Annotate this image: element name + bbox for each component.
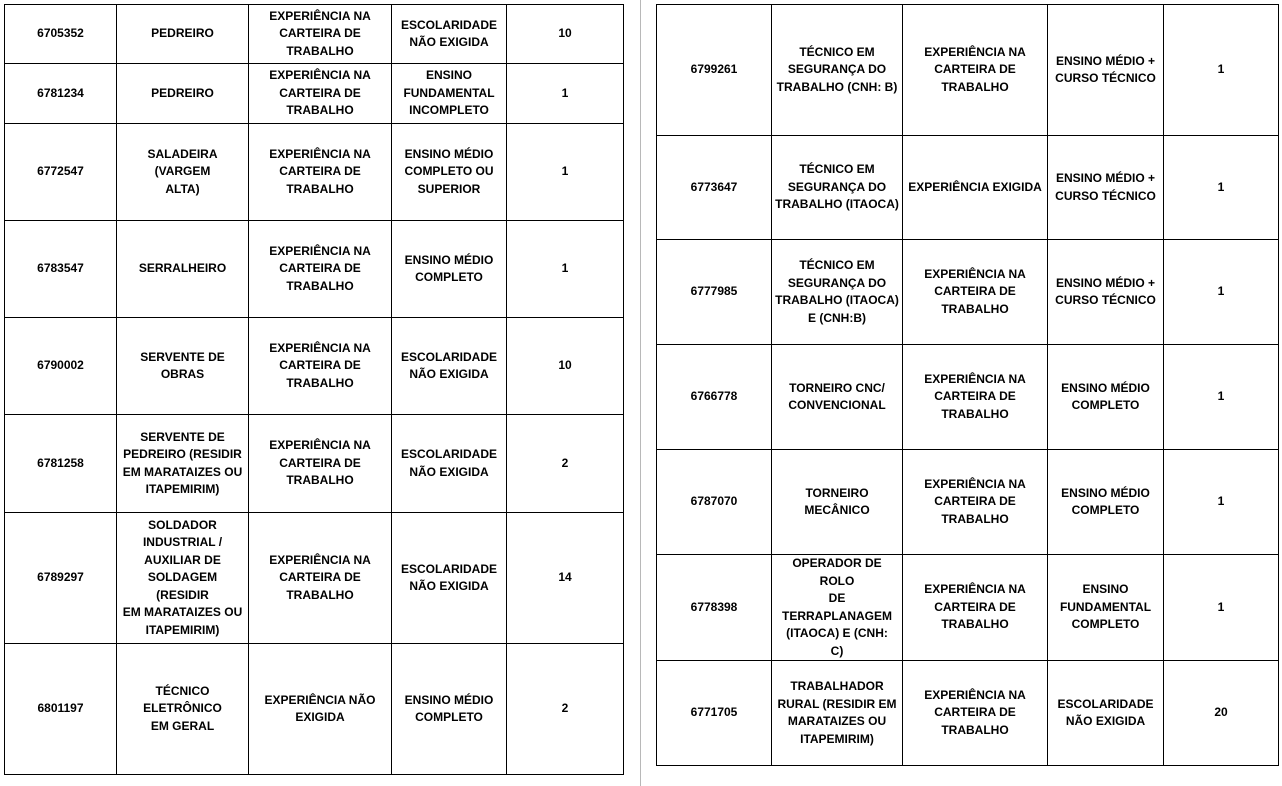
job-code: 6781234 <box>5 64 117 124</box>
job-code: 6773647 <box>657 136 772 240</box>
jobs-table-left <box>4 4 624 775</box>
job-code: 6777985 <box>657 240 772 345</box>
job-role: PEDREIRO <box>117 5 249 64</box>
job-experience: EXPERIÊNCIA NA CARTEIRA DE TRABALHO <box>249 318 392 415</box>
job-education: ESCOLARIDADE NÃO EXIGIDA <box>392 5 507 64</box>
job-code: 6789297 <box>5 513 117 644</box>
job-vacancies: 1 <box>1164 136 1279 240</box>
job-role: SOLDADOR INDUSTRIAL / AUXILIAR DE SOLDAGEM (RESIDIR EM MARATAIZES OU ITAPEMIRIM) <box>117 513 249 644</box>
job-experience: EXPERIÊNCIA NA CARTEIRA DE TRABALHO <box>903 555 1048 661</box>
job-education: ENSINO MÉDIO COMPLETO <box>392 221 507 318</box>
job-role: TÉCNICO EM SEGURANÇA DO TRABALHO (ITAOCA) E (CNH:B) <box>772 240 903 345</box>
job-education: ENSINO MÉDIO COMPLETO OU SUPERIOR <box>392 124 507 221</box>
table-row <box>657 450 1279 555</box>
job-vacancies: 20 <box>1164 661 1279 766</box>
table-row <box>657 136 1279 240</box>
table-row <box>657 555 1279 661</box>
job-role: SERVENTE DE OBRAS <box>117 318 249 415</box>
job-vacancies: 1 <box>1164 450 1279 555</box>
job-role: SERVENTE DE PEDREIRO (RESIDIR EM MARATAIZES OU ITAPEMIRIM) <box>117 415 249 513</box>
table-row <box>5 513 624 644</box>
job-role: TÉCNICO ELETRÔNICO EM GERAL <box>117 644 249 775</box>
job-education: ENSINO MÉDIO COMPLETO <box>1048 450 1164 555</box>
job-experience: EXPERIÊNCIA NA CARTEIRA DE TRABALHO <box>903 345 1048 450</box>
job-experience: EXPERIÊNCIA EXIGIDA <box>903 136 1048 240</box>
job-experience: EXPERIÊNCIA NA CARTEIRA DE TRABALHO <box>903 661 1048 766</box>
job-role: TÉCNICO EM SEGURANÇA DO TRABALHO (ITAOCA) <box>772 136 903 240</box>
table-row <box>5 124 624 221</box>
job-experience: EXPERIÊNCIA NÃO EXIGIDA <box>249 644 392 775</box>
job-education: ENSINO MÉDIO + CURSO TÉCNICO <box>1048 240 1164 345</box>
job-experience: EXPERIÊNCIA NA CARTEIRA DE TRABALHO <box>903 450 1048 555</box>
jobs-table-left-body <box>5 5 624 775</box>
job-education: ENSINO MÉDIO + CURSO TÉCNICO <box>1048 136 1164 240</box>
page-divider <box>640 0 641 786</box>
job-vacancies: 1 <box>507 221 624 318</box>
job-vacancies: 2 <box>507 415 624 513</box>
table-row <box>657 240 1279 345</box>
job-experience: EXPERIÊNCIA NA CARTEIRA DE TRABALHO <box>249 513 392 644</box>
job-vacancies: 2 <box>507 644 624 775</box>
job-vacancies: 1 <box>1164 345 1279 450</box>
job-role: TORNEIRO CNC/ CONVENCIONAL <box>772 345 903 450</box>
job-education: ESCOLARIDADE NÃO EXIGIDA <box>1048 661 1164 766</box>
table-row <box>657 661 1279 766</box>
job-vacancies: 1 <box>1164 555 1279 661</box>
table-row <box>5 644 624 775</box>
job-education: ENSINO FUNDAMENTAL INCOMPLETO <box>392 64 507 124</box>
job-code: 6772547 <box>5 124 117 221</box>
job-code: 6771705 <box>657 661 772 766</box>
jobs-table-right <box>656 4 1279 766</box>
table-row <box>5 318 624 415</box>
job-education: ENSINO MÉDIO COMPLETO <box>392 644 507 775</box>
job-code: 6705352 <box>5 5 117 64</box>
table-row <box>5 221 624 318</box>
job-code: 6783547 <box>5 221 117 318</box>
job-experience: EXPERIÊNCIA NA CARTEIRA DE TRABALHO <box>903 240 1048 345</box>
job-experience: EXPERIÊNCIA NA CARTEIRA DE TRABALHO <box>249 124 392 221</box>
job-education: ESCOLARIDADE NÃO EXIGIDA <box>392 318 507 415</box>
job-vacancies: 1 <box>1164 240 1279 345</box>
job-vacancies: 1 <box>1164 5 1279 136</box>
job-code: 6801197 <box>5 644 117 775</box>
job-experience: EXPERIÊNCIA NA CARTEIRA DE TRABALHO <box>903 5 1048 136</box>
job-education: ENSINO MÉDIO COMPLETO <box>1048 345 1164 450</box>
job-role: OPERADOR DE ROLO DE TERRAPLANAGEM (ITAOCA) E (CNH: C) <box>772 555 903 661</box>
job-role: TORNEIRO MECÂNICO <box>772 450 903 555</box>
job-vacancies: 1 <box>507 124 624 221</box>
job-experience: EXPERIÊNCIA NA CARTEIRA DE TRABALHO <box>249 221 392 318</box>
job-code: 6766778 <box>657 345 772 450</box>
job-vacancies: 1 <box>507 64 624 124</box>
job-role: TRABALHADOR RURAL (RESIDIR EM MARATAIZES OU ITAPEMIRIM) <box>772 661 903 766</box>
job-education: ENSINO MÉDIO + CURSO TÉCNICO <box>1048 5 1164 136</box>
job-vacancies: 10 <box>507 5 624 64</box>
job-code: 6787070 <box>657 450 772 555</box>
table-row <box>5 64 624 124</box>
jobs-table-right-body <box>657 5 1279 766</box>
job-role: TÉCNICO EM SEGURANÇA DO TRABALHO (CNH: B) <box>772 5 903 136</box>
table-row <box>5 5 624 64</box>
table-row <box>657 5 1279 136</box>
job-vacancies: 10 <box>507 318 624 415</box>
job-experience: EXPERIÊNCIA NA CARTEIRA DE TRABALHO <box>249 415 392 513</box>
job-role: PEDREIRO <box>117 64 249 124</box>
job-role: SALADEIRA (VARGEM ALTA) <box>117 124 249 221</box>
job-education: ENSINO FUNDAMENTAL COMPLETO <box>1048 555 1164 661</box>
job-code: 6778398 <box>657 555 772 661</box>
job-code: 6799261 <box>657 5 772 136</box>
job-education: ESCOLARIDADE NÃO EXIGIDA <box>392 513 507 644</box>
job-role: SERRALHEIRO <box>117 221 249 318</box>
job-experience: EXPERIÊNCIA NA CARTEIRA DE TRABALHO <box>249 5 392 64</box>
job-experience: EXPERIÊNCIA NA CARTEIRA DE TRABALHO <box>249 64 392 124</box>
job-code: 6781258 <box>5 415 117 513</box>
table-row <box>657 345 1279 450</box>
job-code: 6790002 <box>5 318 117 415</box>
job-education: ESCOLARIDADE NÃO EXIGIDA <box>392 415 507 513</box>
job-vacancies: 14 <box>507 513 624 644</box>
table-row <box>5 415 624 513</box>
